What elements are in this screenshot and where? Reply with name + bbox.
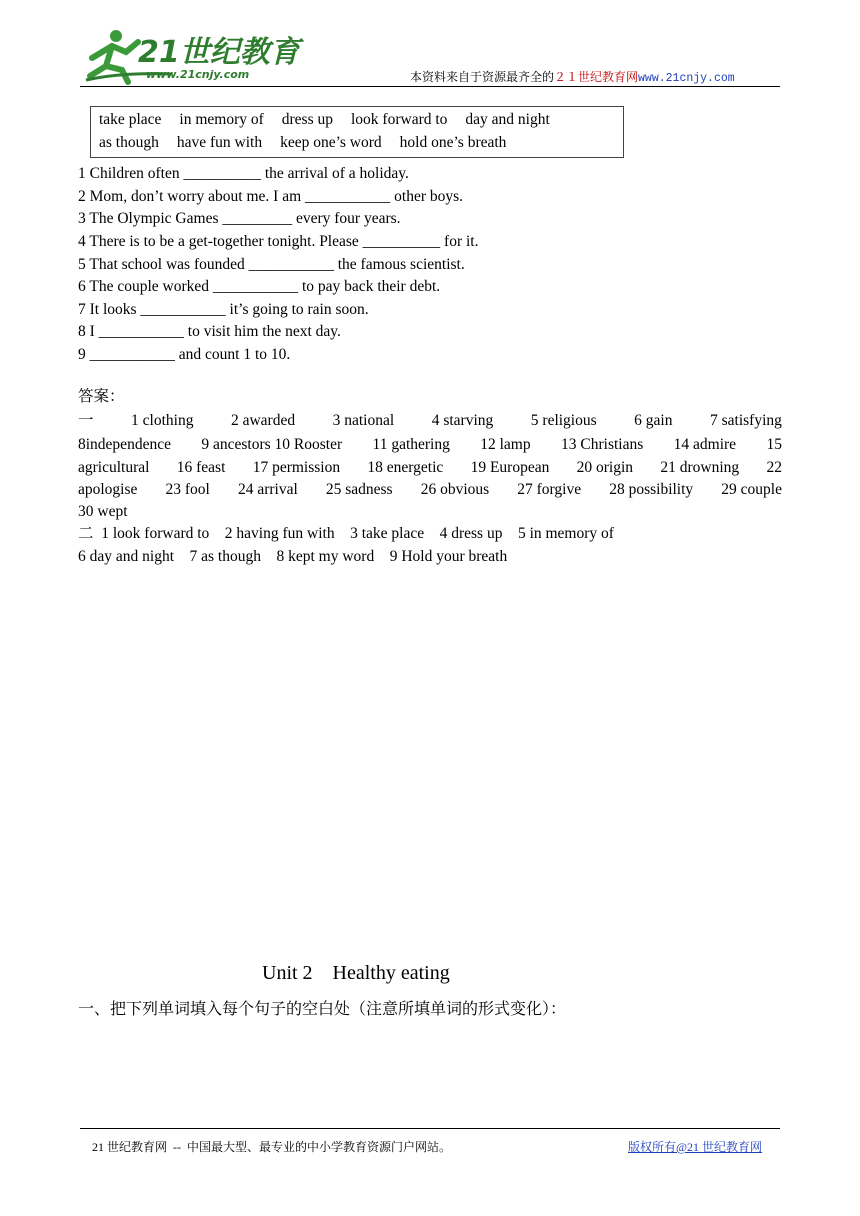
question-8: 8 I ___________ to visit him the next day. [78,323,341,340]
phrase: as though [99,134,159,151]
answer-item: 17 permission [252,459,341,476]
answer-item: 24 arrival [237,481,298,498]
header-note-url[interactable]: www.21cnjy.com [638,72,735,85]
question-5: 5 That school was founded ___________ the famous scientist. [78,256,465,273]
phrase: look forward to [351,111,448,128]
question-3: 3 The Olympic Games _________ every four years. [78,210,401,227]
answer-item: 13 Christians [561,436,644,453]
question-4: 4 There is to be a get-together tonight. Please __________ for it. [78,233,479,250]
question-2: 2 Mom, don’t worry about me. I am ___________ other boys. [78,188,464,205]
answer-item: 1 clothing [131,412,194,429]
answer-item: agricultural [78,459,150,476]
header-note [410,68,735,85]
answer-item: 3 national [332,412,395,429]
phrase: in memory of [179,111,264,128]
answers-part1-line-1 [78,412,782,430]
footer-copyright-link[interactable]: 版权所有@21 世纪教育网 [628,1140,763,1154]
answers-part1-line-4 [78,481,782,499]
answers-part1-line-3 [78,459,782,477]
answer-item: 15 [766,436,782,453]
answer-item: 18 energetic [367,459,444,476]
phrase: dress up [281,111,333,128]
unit-title: Unit 2 Healthy eating [262,962,450,984]
question-9: 9 ___________ and count 1 to 10. [78,346,291,363]
footer-text: 21 世纪教育网 -- 中国最大型、最专业的中小学教育资源门户网站。 [92,1140,451,1154]
answers-part2-line-1: 二 1 look forward to 2 having fun with 3 take place 4 dress up 5 in memory of [78,525,614,542]
phrase: day and night [465,111,550,128]
answers-part2-line-2: 6 day and night 7 as though 8 kept my word 9 Hold your breath [78,548,508,565]
answers-part1-line-2 [78,436,782,454]
answer-item: 14 admire [673,436,737,453]
phrase: have fun with [176,134,263,151]
phrase: take place [99,111,162,128]
answer-item: 21 drowning [660,459,740,476]
logo-url: www.21cnjy.com [146,68,250,81]
phrase-box [90,106,624,158]
answer-item: 12 lamp [480,436,531,453]
answer-item: apologise [78,481,138,498]
phrase: hold one’s breath [399,134,507,151]
phrase-row-1 [99,111,550,129]
question-6: 6 The couple worked ___________ to pay back their debt. [78,278,441,295]
question-7: 7 It looks ___________ it’s going to rain soon. [78,301,369,318]
answer-item: 5 religious [530,412,597,429]
answer-item: 4 starving [431,412,494,429]
answer-item: 16 feast [176,459,226,476]
answer-item: 23 fool [165,481,210,498]
header-rule [80,86,780,87]
answer-item: 22 [766,459,782,476]
site-logo [82,22,300,86]
answer-item: 8independence [78,436,171,453]
answer-item: 7 satisfying [710,412,782,429]
answer-item: 20 origin [576,459,634,476]
header-note-brand: ２１世纪教育网 [554,70,639,84]
answer-item: 9 ancestors 10 Rooster [201,436,343,453]
footer-rule [80,1128,780,1129]
phrase-row-2 [99,134,524,152]
phrase: keep one’s word [280,134,382,151]
answer-item: 26 obvious [420,481,490,498]
answers-label: 答案： [78,388,125,405]
answer-item: 2 awarded [230,412,296,429]
answers-part1-last: 30 wept [78,503,128,520]
logo-text: 21世纪教育 [138,35,300,70]
question-1: 1 Children often __________ the arrival of a holiday. [78,165,409,182]
answer-item: 11 gathering [372,436,450,453]
header-note-prefix: 本资料来自于资源最齐全的 [410,70,555,84]
answer-item: 19 European [470,459,550,476]
answer-item: 6 gain [634,412,673,429]
section-heading: 一、把下列单词填入每个句子的空白处（注意所填单词的形式变化）： [78,1001,567,1018]
answer-item: 一 [78,412,94,429]
answer-item: 27 forgive [517,481,582,498]
answer-item: 28 possibility [609,481,694,498]
answer-item: 25 sadness [325,481,393,498]
answer-item: 29 couple [721,481,782,498]
